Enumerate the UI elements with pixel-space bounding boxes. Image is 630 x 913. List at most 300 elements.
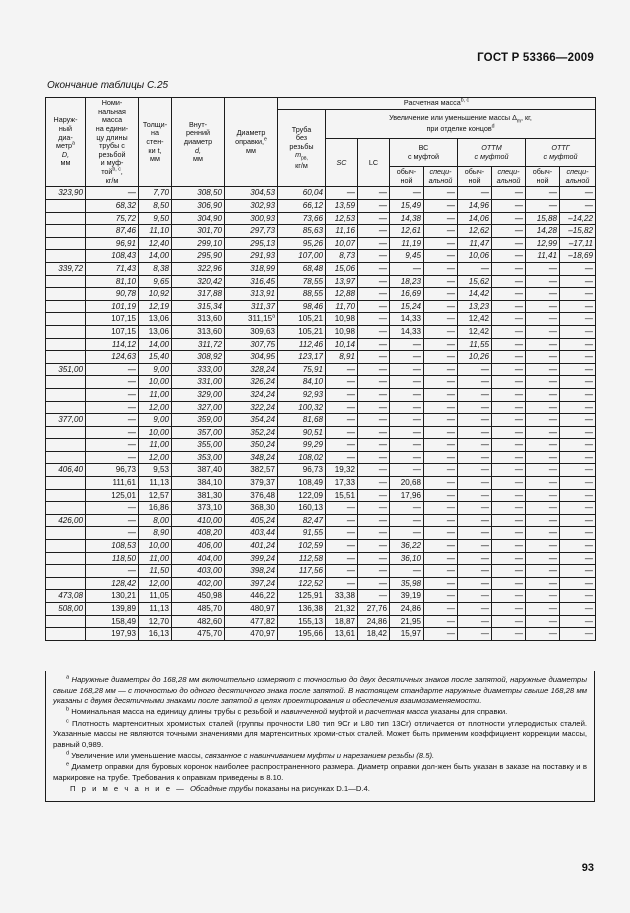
cell-value: —: [526, 325, 560, 338]
table-row: [46, 464, 596, 477]
th-gd-sup: d: [491, 123, 495, 130]
th-id-l1: Внут-: [188, 119, 208, 129]
table-row: [46, 363, 596, 376]
casing-pipe-table: [45, 97, 596, 641]
cell-value: 139,89: [86, 603, 139, 616]
cell-value: 354,24: [225, 414, 278, 427]
th-nm-l3: масса: [101, 115, 123, 125]
cell-value: 35,98: [390, 577, 424, 590]
cell-value: —: [86, 439, 139, 452]
cell-value: 368,30: [225, 502, 278, 515]
cell-outer-diameter: 339,72: [46, 262, 86, 275]
cell-value: —: [526, 275, 560, 288]
cell-value: 405,24: [225, 514, 278, 527]
table-row: [46, 187, 596, 200]
cell-value: 9,00: [139, 363, 172, 376]
cell-outer-diameter: [46, 338, 86, 351]
cell-value: 11,50: [139, 565, 172, 578]
table-row: [46, 275, 596, 288]
table-row: [46, 300, 596, 313]
th-nm-l2: нальная: [98, 106, 126, 116]
cell-value: —: [424, 325, 458, 338]
cell-value: —: [424, 590, 458, 603]
cell-outer-diameter: [46, 401, 86, 414]
cell-value: 12,62: [458, 225, 492, 238]
cell-value: 401,24: [225, 540, 278, 553]
cell-value: —: [560, 464, 596, 477]
cell-value: –17,11: [560, 237, 596, 250]
cell-value: 404,00: [172, 552, 225, 565]
cell-value: —: [492, 338, 526, 351]
th-ogs-l2: альной: [565, 175, 590, 185]
cell-value: 408,20: [172, 527, 225, 540]
cell-value: —: [358, 527, 390, 540]
cell-value: —: [492, 262, 526, 275]
cell-value: 13,97: [326, 275, 358, 288]
cell-value: 18,23: [390, 275, 424, 288]
footnote-a-text: Наружные диаметры до 168,28 мм включительно измеряют с точностью до двух десятичных знаков после запятой, наружные диаметры свыше 168,28 мм — с точностью до одного десятичного знака после запятой. В настоящем стандарте наружные диаметры свыше 168,28 мм указаны с двумя десятичными знаками после запятой в целях проектирования и обеспечения взаимозаменяемости.: [53, 675, 587, 706]
th-nm-l5: цу длины: [96, 132, 128, 142]
cell-value: —: [492, 300, 526, 313]
cell-value: —: [560, 363, 596, 376]
cell-value: 88,55: [278, 288, 326, 301]
cell-value: 322,24: [225, 401, 278, 414]
th-pnt-l3: резьбы: [289, 141, 314, 151]
th-gcm-sup: b, c: [460, 97, 470, 104]
cell-value: 11,13: [139, 477, 172, 490]
cell-value: —: [358, 388, 390, 401]
cell-value: 75,91: [278, 363, 326, 376]
cell-value: —: [326, 388, 358, 401]
cell-value: —: [326, 577, 358, 590]
cell-value: —: [390, 262, 424, 275]
footnote-a: [53, 675, 587, 707]
cell-value: —: [526, 313, 560, 326]
cell-value: 399,24: [225, 552, 278, 565]
cell-value: —: [492, 288, 526, 301]
cell-value: —: [526, 590, 560, 603]
cell-value: —: [458, 502, 492, 515]
cell-value: —: [358, 250, 390, 263]
th-bc-l1: ВС: [418, 143, 429, 153]
th-bc-l2: с муфтой: [407, 151, 440, 161]
cell-value: 10,98: [326, 325, 358, 338]
th-nm-l10: кг/м: [105, 175, 119, 185]
cell-value: 304,90: [172, 212, 225, 225]
cell-value: —: [526, 363, 560, 376]
th-gd-line2: при отделке концов: [426, 123, 492, 133]
cell-value: 410,00: [172, 514, 225, 527]
cell-value: —: [526, 527, 560, 540]
cell-value: 326,24: [225, 376, 278, 389]
cell-value: 12,57: [139, 489, 172, 502]
table-row: [46, 502, 596, 515]
cell-value: —: [86, 414, 139, 427]
table-row: [46, 401, 596, 414]
cell-value: 123,17: [278, 351, 326, 364]
cell-value: 114,12: [86, 338, 139, 351]
cell-value: 16,13: [139, 628, 172, 641]
cell-value: 12,99: [526, 237, 560, 250]
cell-value: 14,00: [139, 250, 172, 263]
cell-value: 107,15: [86, 325, 139, 338]
cell-value: —: [390, 401, 424, 414]
cell-value: 14,00: [139, 338, 172, 351]
cell-outer-diameter: 323,90: [46, 187, 86, 200]
cell-value: 13,06: [139, 325, 172, 338]
cell-value: —: [458, 577, 492, 590]
cell-value: —: [458, 540, 492, 553]
cell-value: —: [560, 451, 596, 464]
cell-value: —: [424, 477, 458, 490]
cell-value: 195,66: [278, 628, 326, 641]
cell-value: —: [390, 388, 424, 401]
cell-value: —: [358, 477, 390, 490]
cell-value: —: [492, 628, 526, 641]
cell-value: —: [326, 451, 358, 464]
cell-outer-diameter: [46, 451, 86, 464]
cell-value: —: [492, 212, 526, 225]
table-row: [46, 351, 596, 364]
cell-value: 66,12: [278, 200, 326, 213]
th-od-l4: метр: [56, 141, 73, 151]
cell-value: —: [560, 540, 596, 553]
cell-value: —: [492, 426, 526, 439]
cell-outer-diameter: [46, 313, 86, 326]
cell-value: —: [326, 540, 358, 553]
cell-value: —: [358, 313, 390, 326]
th-mandrel-diameter: [225, 98, 278, 187]
cell-value: 122,09: [278, 489, 326, 502]
cell-value: 12,61: [390, 225, 424, 238]
table-row: [46, 212, 596, 225]
th-bc-regular: [390, 167, 424, 187]
cell-value: —: [424, 628, 458, 641]
cell-value: 311,37: [225, 300, 278, 313]
cell-value: —: [326, 552, 358, 565]
cell-value: 12,88: [326, 288, 358, 301]
cell-value: —: [492, 439, 526, 452]
cell-value: —: [424, 250, 458, 263]
cell-value: 402,00: [172, 577, 225, 590]
cell-value: 96,73: [86, 464, 139, 477]
cell-value: 381,30: [172, 489, 225, 502]
cell-value: —: [492, 250, 526, 263]
th-bcs-l2: альной: [428, 175, 453, 185]
cell-value: 316,45: [225, 275, 278, 288]
cell-value: 376,48: [225, 489, 278, 502]
table-row: [46, 540, 596, 553]
cell-value: —: [86, 565, 139, 578]
cell-value: —: [560, 275, 596, 288]
cell-value: —: [526, 514, 560, 527]
table-container: [45, 97, 595, 641]
cell-outer-diameter: 473,08: [46, 590, 86, 603]
cell-value: 333,00: [172, 363, 225, 376]
cell-value: 73,66: [278, 212, 326, 225]
cell-value: 98,46: [278, 300, 326, 313]
table-row: [46, 200, 596, 213]
cell-value: —: [458, 527, 492, 540]
cell-value: —: [526, 401, 560, 414]
cell-value: —: [492, 464, 526, 477]
cell-value: 317,88: [172, 288, 225, 301]
cell-value: 108,02: [278, 451, 326, 464]
table-row: [46, 514, 596, 527]
footnote-d-text-1: Увеличение или уменьшение массы,: [71, 750, 205, 760]
cell-value: 9,00: [139, 414, 172, 427]
table-row: [46, 313, 596, 326]
cell-value: —: [526, 388, 560, 401]
cell-value: —: [424, 225, 458, 238]
cell-value: 311,15$^a$: [225, 313, 278, 326]
cell-value: —: [526, 552, 560, 565]
standard-header: ГОСТ Р 53366—2009: [477, 52, 594, 64]
cell-value: 355,00: [172, 439, 225, 452]
cell-outer-diameter: [46, 300, 86, 313]
table-body: [46, 187, 596, 640]
cell-value: —: [424, 502, 458, 515]
cell-value: —: [560, 514, 596, 527]
table-row: [46, 325, 596, 338]
cell-value: 304,53: [225, 187, 278, 200]
table-row: [46, 262, 596, 275]
cell-outer-diameter: [46, 628, 86, 641]
cell-value: —: [424, 338, 458, 351]
cell-value: 8,91: [326, 351, 358, 364]
cell-value: 16,86: [139, 502, 172, 515]
cell-value: —: [86, 426, 139, 439]
cell-value: —: [492, 275, 526, 288]
cell-value: —: [390, 376, 424, 389]
cell-value: 299,10: [172, 237, 225, 250]
cell-value: 331,00: [172, 376, 225, 389]
cell-value: —: [458, 590, 492, 603]
cell-value: 81,68: [278, 414, 326, 427]
cell-value: —: [358, 288, 390, 301]
cell-value: 155,13: [278, 615, 326, 628]
table-row: [46, 426, 596, 439]
cell-value: —: [560, 502, 596, 515]
cell-value: —: [560, 590, 596, 603]
cell-value: —: [560, 351, 596, 364]
footnote-b-text-3: муфтой и: [327, 707, 366, 717]
table-row: [46, 451, 596, 464]
cell-value: 12,53: [326, 212, 358, 225]
cell-value: —: [424, 351, 458, 364]
cell-value: —: [424, 552, 458, 565]
cell-value: 128,42: [86, 577, 139, 590]
cell-value: —: [424, 426, 458, 439]
cell-value: —: [358, 577, 390, 590]
cell-value: 9,65: [139, 275, 172, 288]
cell-value: 84,10: [278, 376, 326, 389]
cell-value: —: [458, 464, 492, 477]
cell-value: —: [424, 401, 458, 414]
cell-value: 15,40: [139, 351, 172, 364]
cell-value: —: [86, 514, 139, 527]
cell-value: —: [424, 313, 458, 326]
cell-value: —: [458, 451, 492, 464]
cell-value: —: [492, 552, 526, 565]
cell-value: 387,40: [172, 464, 225, 477]
cell-value: —: [326, 514, 358, 527]
th-nm-sup: b, c: [112, 166, 121, 173]
cell-value: —: [358, 426, 390, 439]
cell-value: —: [458, 552, 492, 565]
cell-outer-diameter: 351,00: [46, 363, 86, 376]
footnote-e-marker: e: [66, 761, 70, 768]
th-oms-l2: альной: [496, 175, 521, 185]
cell-value: 75,72: [86, 212, 139, 225]
cell-value: —: [86, 388, 139, 401]
cell-value: 107,00: [278, 250, 326, 263]
cell-outer-diameter: [46, 200, 86, 213]
th-ottm-special: [492, 167, 526, 187]
cell-value: —: [358, 451, 390, 464]
cell-value: 9,45: [390, 250, 424, 263]
table-row: [46, 577, 596, 590]
cell-value: 11,55: [458, 338, 492, 351]
cell-value: 96,91: [86, 237, 139, 250]
cell-value: 13,06: [139, 313, 172, 326]
cell-value: —: [390, 565, 424, 578]
cell-value: —: [424, 540, 458, 553]
th-od-l3: диа-: [58, 132, 73, 142]
cell-value: —: [458, 628, 492, 641]
cell-value: —: [560, 187, 596, 200]
cell-value: 10,14: [326, 338, 358, 351]
cell-outer-diameter: [46, 489, 86, 502]
cell-value: —: [492, 527, 526, 540]
cell-value: 318,99: [225, 262, 278, 275]
cell-outer-diameter: [46, 275, 86, 288]
cell-value: —: [560, 414, 596, 427]
cell-value: —: [86, 502, 139, 515]
cell-value: —: [526, 464, 560, 477]
cell-value: 15,97: [390, 628, 424, 641]
cell-value: 95,26: [278, 237, 326, 250]
cell-value: 304,95: [225, 351, 278, 364]
cell-value: —: [424, 603, 458, 616]
th-pipe-no-thread: [278, 109, 326, 187]
table-note: [53, 784, 587, 795]
cell-outer-diameter: [46, 376, 86, 389]
cell-value: —: [424, 237, 458, 250]
cell-value: —: [526, 262, 560, 275]
th-od-l1: Наруж-: [53, 115, 78, 125]
cell-value: 36,10: [390, 552, 424, 565]
cell-value: —: [424, 527, 458, 540]
cell-value: —: [424, 388, 458, 401]
cell-value: 11,19: [390, 237, 424, 250]
th-md-l3: мм: [246, 145, 256, 155]
cell-value: —: [358, 300, 390, 313]
table-row: [46, 288, 596, 301]
cell-value: 11,13: [139, 603, 172, 616]
cell-value: 327,00: [172, 401, 225, 414]
th-md-l1: Диаметр: [236, 128, 266, 138]
cell-value: —: [526, 603, 560, 616]
cell-value: —: [424, 363, 458, 376]
cell-value: —: [424, 577, 458, 590]
cell-value: 12,19: [139, 300, 172, 313]
cell-value: —: [424, 212, 458, 225]
cell-value: —: [424, 200, 458, 213]
cell-value: 403,00: [172, 565, 225, 578]
cell-value: —: [492, 603, 526, 616]
cell-value: 105,21: [278, 325, 326, 338]
cell-value: —: [492, 502, 526, 515]
cell-value: —: [526, 338, 560, 351]
cell-value: —: [492, 489, 526, 502]
cell-value: —: [358, 464, 390, 477]
cell-value: —: [458, 615, 492, 628]
cell-value: —: [492, 325, 526, 338]
th-gd-label: Увеличение или уменьшение массы Δ: [389, 113, 517, 123]
cell-outer-diameter: [46, 426, 86, 439]
cell-value: —: [526, 288, 560, 301]
cell-outer-diameter: [46, 552, 86, 565]
cell-value: —: [358, 376, 390, 389]
th-oms-l1: специ-: [497, 167, 520, 177]
cell-value: —: [358, 514, 390, 527]
cell-value: 14,33: [390, 313, 424, 326]
cell-value: –18,69: [560, 250, 596, 263]
cell-value: —: [424, 451, 458, 464]
cell-value: 19,32: [326, 464, 358, 477]
cell-value: 12,42: [458, 313, 492, 326]
table-row: [46, 237, 596, 250]
th-bcr-l1: обыч-: [396, 167, 417, 177]
th-wt-l2: на: [151, 128, 159, 138]
cell-outer-diameter: [46, 540, 86, 553]
table-caption: Окончание таблицы С.25: [47, 80, 169, 91]
cell-value: 306,90: [172, 200, 225, 213]
cell-value: 300,93: [225, 212, 278, 225]
cell-value: 125,91: [278, 590, 326, 603]
th-ottg-regular: [526, 167, 560, 187]
th-od-l6: мм: [60, 158, 71, 168]
cell-value: 291,93: [225, 250, 278, 263]
cell-value: 12,42: [458, 325, 492, 338]
cell-value: 13,23: [458, 300, 492, 313]
note-tail: показаны на рисунках D.1—D.4.: [253, 783, 370, 793]
th-wt-l3: стен-: [146, 136, 164, 146]
th-wall-thickness: [139, 98, 172, 187]
table-row: [46, 439, 596, 452]
table-row: [46, 527, 596, 540]
cell-value: 27,76: [358, 603, 390, 616]
th-ogs-l1: специ-: [566, 167, 589, 177]
cell-value: —: [390, 414, 424, 427]
cell-value: —: [390, 351, 424, 364]
cell-value: —: [458, 262, 492, 275]
cell-value: —: [390, 514, 424, 527]
th-nm-l8: и муф-: [100, 158, 124, 168]
cell-value: —: [458, 565, 492, 578]
cell-value: —: [86, 363, 139, 376]
table-row: [46, 250, 596, 263]
cell-value: —: [492, 376, 526, 389]
cell-outer-diameter: [46, 288, 86, 301]
cell-value: 11,00: [139, 439, 172, 452]
th-md-l2: оправки,: [235, 136, 264, 146]
th-gcm-label: Расчетная масса: [403, 98, 461, 107]
footnote-b-text-4: расчетная масса: [365, 707, 429, 717]
cell-value: 117,56: [278, 565, 326, 578]
cell-value: 68,48: [278, 262, 326, 275]
